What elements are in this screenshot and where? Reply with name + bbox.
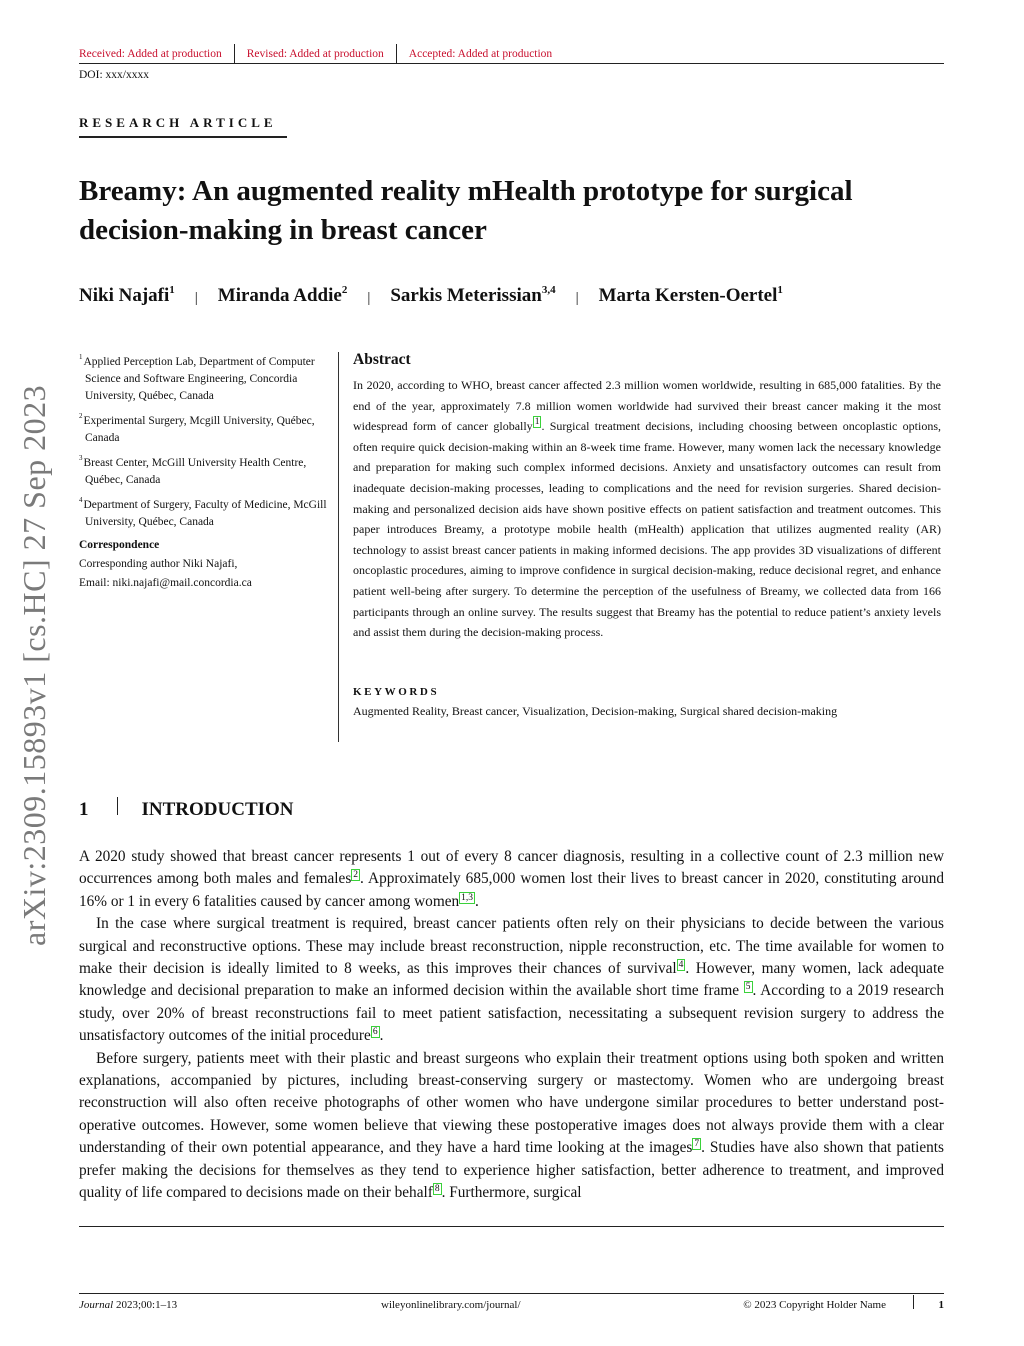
body-end-rule xyxy=(79,1226,944,1227)
paper-title: Breamy: An augmented reality mHealth prototype for surgical decision-making in breast cancer xyxy=(79,175,853,246)
affiliation: $^4$Department of Surgery, Faculty of Medicine, McGill University, Québec, Canada xyxy=(79,496,327,528)
author-separator: | xyxy=(575,290,579,306)
citation-link[interactable]: 4 xyxy=(678,960,684,971)
section-heading xyxy=(79,799,294,821)
paragraph: In the case where surgical treatment is required, breast cancer patients often rely on their physicians to decide between the various surgical and reconstructive options. These may include breast reconstruction, nipple reconstruction, etc. The time available for women to make their decision is ideally limited to 8 weeks, as this improves their chances of survival $^4$ . However, many women, lack adequate knowledge and decisional preparation to make an informed decision within the available short time frame $^5$ . According to a 2019 research study, over 20% of breast reconstructions fail to meet patient satisfaction, necessitating a subsequent revision surgery to address the unsatisfactory outcomes of the initial procedure $^6$ . xyxy=(79,915,944,1045)
correspondence xyxy=(79,536,334,593)
accepted-date: Accepted: Added at production xyxy=(408,48,553,60)
divider xyxy=(396,44,397,64)
citation-link[interactable]: 7 xyxy=(694,1139,700,1150)
copyright: © 2023 Copyright Holder Name xyxy=(743,1299,886,1311)
journal-url[interactable]: wileyonlinelibrary.com/journal/ xyxy=(381,1299,521,1311)
received-date: Received: Added at production xyxy=(79,48,222,60)
article-type: RESEARCH ARTICLE xyxy=(79,115,277,130)
correspondence-author: Corresponding author Niki Najafi, xyxy=(79,558,238,570)
paragraph: A 2020 study showed that breast cancer represents 1 out of every 8 cancer diagnosis, resulting in a collective count of 2.3 million new occurrences among both males and females $^2$ . Approximately 685,000 women lost their lives to breast cancer in 2020, constituting around 16% or 1 in every 6 fatalities caused by cancer among women $^{1,3}$ . xyxy=(79,848,944,910)
revised-date: Revised: Added at production xyxy=(246,48,384,60)
citation-link[interactable]: 8 xyxy=(434,1184,440,1195)
keywords-heading: KEYWORDS xyxy=(353,686,440,698)
doi: DOI: xxx/xxxx xyxy=(79,69,149,81)
citation-link[interactable]: 2 xyxy=(353,870,359,881)
column-divider xyxy=(338,352,339,742)
abstract-body: In 2020, according to WHO, breast cancer affected 2.3 million women worldwide, resulting in 685,000 fatalities. By the end of the year, approximately 7.8 million women worldwide had survived their breast cancer making it the most widespread form of cancer globally $^1$ . Surgical treatment decisions, including choosing between oncoplastic options, often require quick decision-making within an 8-week time frame. However, many women lack the necessary knowledge and preparation for making such complex informed decisions. Anxiety and unsatisfactory outcomes can result from inadequate decision-making processes, leading to complications and the need for revision surgeries. Shared decision-making and personalized decision aids have shown positive effects on patient satisfaction and treatment outcomes. This paper introduces Breamy, a prototype mobile health (mHealth) application that utilizes augmented reality (AR) technology to assist breast cancer patients in making informed decisions. The app provides 3D visualizations of different oncoplastic procedures, aiming to improve confidence in surgical decision-making, reduce decisional regret, and enhance patient well-being after surgery. To determine the perception of the usefulness of Breamy, we collected data from 166 participants through an online survey. The results suggest that Breamy has the potential to reduce patient’s anxiety levels and assist them during the decision-making process. xyxy=(353,378,941,640)
citation-link[interactable]: 1 xyxy=(534,417,540,428)
citation-link[interactable]: 1,3 xyxy=(461,892,474,903)
affiliation: $^1$Applied Perception Lab, Department of Computer Science and Software Engineering, Concordia University, Québec, Canada xyxy=(79,353,315,402)
divider xyxy=(117,797,118,815)
author[interactable]: Sarkis Meterissian$^{3,4}$ xyxy=(390,284,556,306)
affiliation: $^2$Experimental Surgery, Mcgill University, Québec, Canada xyxy=(79,412,315,444)
author[interactable]: Miranda Addie$^2$ xyxy=(217,284,348,306)
page-number: 1 xyxy=(938,1299,944,1311)
citation-link[interactable]: 5 xyxy=(745,982,751,993)
affiliations xyxy=(79,349,334,534)
correspondence-heading: Correspondence xyxy=(79,539,160,551)
citation-link[interactable]: 6 xyxy=(372,1027,378,1038)
author-list xyxy=(79,284,783,307)
article-type-underline xyxy=(79,136,287,138)
footer-rule xyxy=(79,1293,944,1294)
abstract xyxy=(353,351,941,643)
author[interactable]: Niki Najafi$^1$ xyxy=(79,284,175,306)
arxiv-id[interactable]: arXiv:2309.15893v1 [cs.HC] 27 Sep 2023 xyxy=(16,384,52,946)
arxiv-stamp xyxy=(16,346,76,946)
publication-dates xyxy=(79,44,564,64)
introduction-text xyxy=(79,846,944,1205)
keywords-list: Augmented Reality, Breast cancer, Visualization, Decision-making, Surgical shared decision-making xyxy=(353,704,838,718)
author-separator: | xyxy=(367,290,371,306)
correspondence-email[interactable]: Email: niki.najafi@mail.concordia.ca xyxy=(79,577,252,589)
page-footer xyxy=(79,1297,944,1315)
header-rule xyxy=(79,63,944,64)
author[interactable]: Marta Kersten-Oertel$^1$ xyxy=(598,284,783,306)
author-separator: | xyxy=(194,290,198,306)
divider xyxy=(234,44,235,64)
paragraph: Before surgery, patients meet with their plastic and breast surgeons who explain their treatment options using both spoken and written explanations, accompanied by pictures, including breast-conserving surgery or mastectomy. Women who are undergoing breast reconstruction will also often receive photographs of other women who have undergone similar procedures to better understand post-operative outcomes. However, some women believe that viewing these postoperative images does not always provide them with a clear understanding of their own potential appearance, and they have a hard time looking at the images $^7$ . Studies have also shown that patients prefer making the decisions for themselves as they tend to experience higher satisfaction, better adherence to treatment, and improved quality of life compared to decisions made on their behalf $^8$ . Furthermore, surgical xyxy=(79,1049,944,1202)
affiliation: $^3$Breast Center, McGill University Health Centre, Québec, Canada xyxy=(79,454,307,486)
journal-citation: Journal 2023;00:1–13 xyxy=(79,1299,178,1311)
divider xyxy=(913,1295,914,1309)
section-number: 1 xyxy=(79,799,89,820)
section-title: INTRODUCTION xyxy=(141,799,294,820)
keywords xyxy=(353,686,941,719)
abstract-heading: Abstract xyxy=(353,351,411,368)
